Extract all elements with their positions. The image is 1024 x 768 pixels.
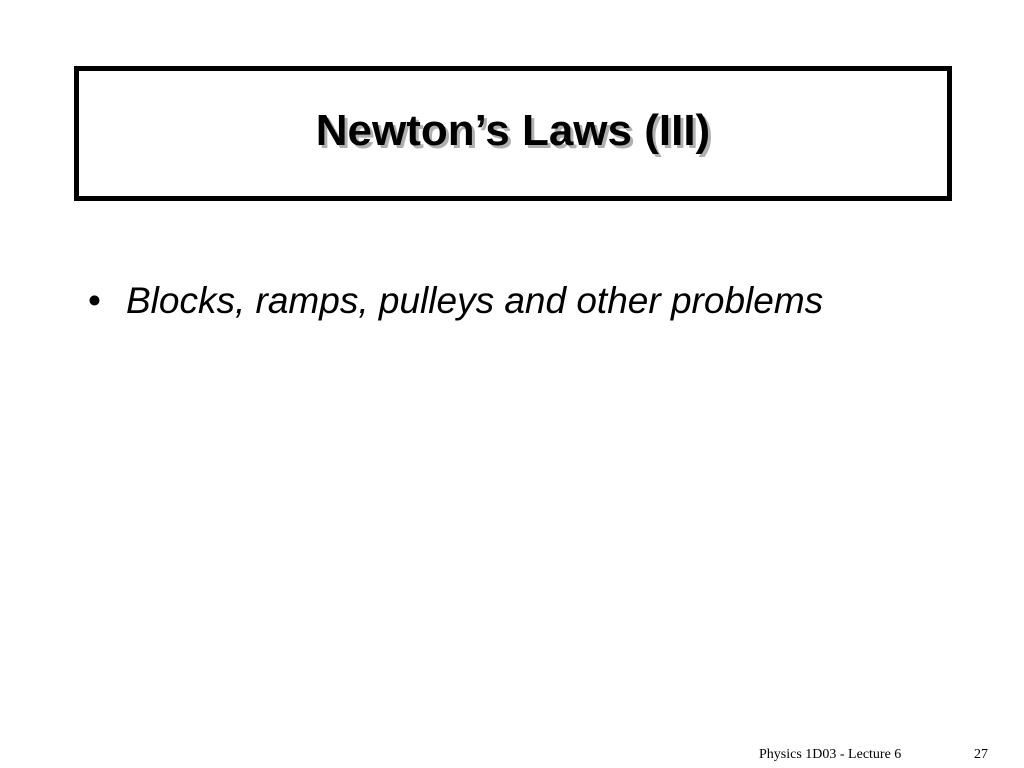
bullet-icon: •	[88, 280, 101, 321]
slide-title: Newton’s Laws (III)	[315, 105, 711, 155]
bullet-text: Blocks, ramps, pulleys and other problems	[126, 280, 824, 321]
footer-course-label: Physics 1D03 - Lecture 6	[759, 747, 902, 762]
footer-page-number: 27	[974, 747, 988, 762]
bullet-item	[88, 280, 968, 322]
title-box	[74, 66, 952, 201]
bullet-list	[88, 280, 968, 322]
